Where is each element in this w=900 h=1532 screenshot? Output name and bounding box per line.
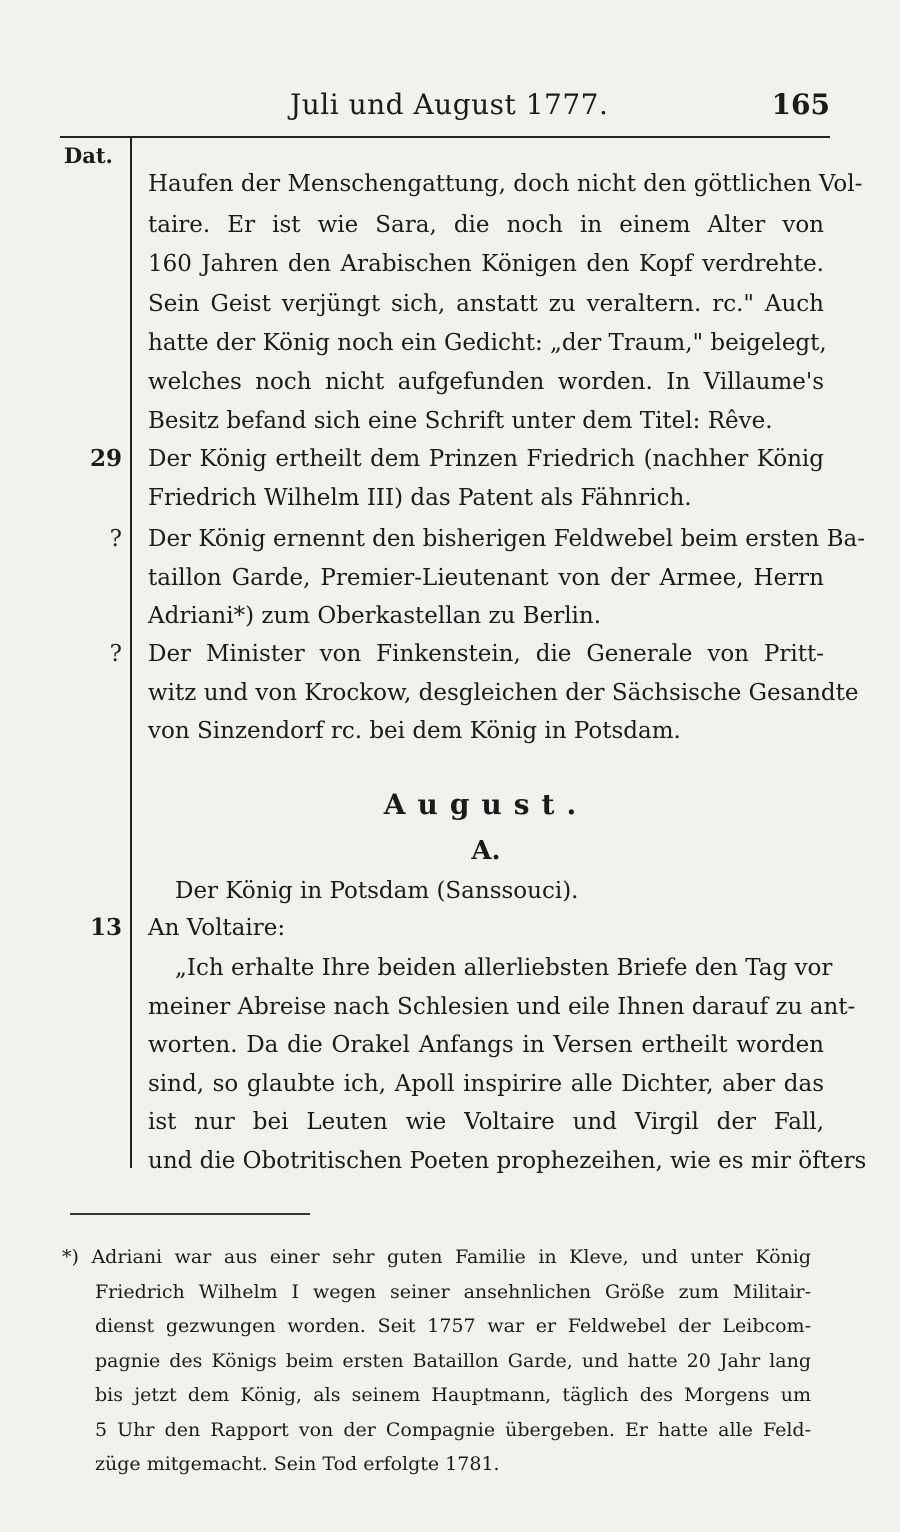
text-line: Besitz befand sich eine Schrift unter dem Titel: Rêve. (148, 408, 773, 434)
footnote-line: *) Adriani war aus einer sehr guten Familie in Kleve, und unter König (62, 1246, 811, 1268)
text-line: Der König ernennt den bisherigen Feldwebel beim ersten Ba- (148, 526, 866, 552)
text-line: und die Obotritischen Poeten prophezeihen, wie es mir öfters (148, 1148, 867, 1174)
text-line: Adriani*) zum Oberkastellan zu Berlin. (148, 603, 602, 629)
text-line: von Sinzendorf rc. bei dem König in Potsdam. (148, 718, 681, 744)
text-line: worten. Da die Orakel Anfangs in Versen ertheilt worden (148, 1032, 824, 1058)
text-line: welches noch nicht aufgefunden worden. In Villaume's (148, 369, 824, 395)
footnote-line: Friedrich Wilhelm I wegen seiner ansehnlichen Größe zum Militair- (95, 1281, 811, 1303)
text-line: „Ich erhalte Ihre beiden allerliebsten Briefe den Tag vor (175, 955, 833, 981)
entry-date: ? (109, 641, 122, 667)
text-line: Friedrich Wilhelm III) das Patent als Fähnrich. (148, 485, 692, 511)
text-line: Sein Geist verjüngt sich, anstatt zu veraltern. rc." Auch (148, 291, 824, 317)
text-line: Der Minister von Finkenstein, die Generale von Pritt- (148, 641, 824, 667)
text-line: witz und von Krockow, desgleichen der Sächsische Gesandte (148, 680, 859, 706)
running-title: Juli und August 1777. (290, 88, 609, 121)
entry-date: 29 (89, 445, 122, 472)
footnote-line: pagnie des Königs beim ersten Bataillon Garde, und hatte 20 Jahr lang (95, 1350, 811, 1372)
text-line: hatte der König noch ein Gedicht: „der Traum," beigelegt, (148, 330, 827, 356)
text-line: Der König ertheilt dem Prinzen Friedrich (nachher König (148, 446, 824, 472)
location-line: Der König in Potsdam (Sanssouci). (175, 878, 579, 904)
text-line: Haufen der Menschengattung, doch nicht den göttlichen Vol- (148, 171, 863, 197)
date-column-rule (130, 138, 132, 1168)
footnote-line: 5 Uhr den Rapport von der Compagnie übergeben. Er hatte alle Feld- (95, 1419, 811, 1441)
footnote-rule (70, 1213, 310, 1215)
footnote-line: dienst gezwungen worden. Seit 1757 war er Feldwebel der Leibcom- (95, 1315, 811, 1337)
section-title: August. (383, 788, 589, 821)
header-rule (60, 136, 830, 138)
section-subtitle: A. (471, 836, 501, 866)
text-line: ist nur bei Leuten wie Voltaire und Virgil der Fall, (148, 1109, 824, 1135)
entry-date: 13 (89, 914, 122, 941)
letter-heading: An Voltaire: (148, 915, 286, 941)
footnote-line: bis jetzt dem König, als seinem Hauptmann, täglich des Morgens um (95, 1384, 811, 1406)
text-line: taire. Er ist wie Sara, die noch in einem Alter von (148, 212, 824, 238)
text-line: taillon Garde, Premier-Lieutenant von der Armee, Herrn (148, 565, 824, 591)
text-line: 160 Jahren den Arabischen Königen den Kopf verdrehte. (148, 251, 824, 277)
entry-date: ? (109, 526, 122, 552)
page-number: 165 (771, 88, 830, 121)
footnote-line: züge mitgemacht. Sein Tod erfolgte 1781. (95, 1453, 500, 1475)
text-line: sind, so glaubte ich, Apoll inspirire alle Dichter, aber das (148, 1071, 824, 1097)
date-column-label: Dat. (64, 143, 113, 168)
text-line: meiner Abreise nach Schlesien und eile Ihnen darauf zu ant- (148, 994, 856, 1020)
